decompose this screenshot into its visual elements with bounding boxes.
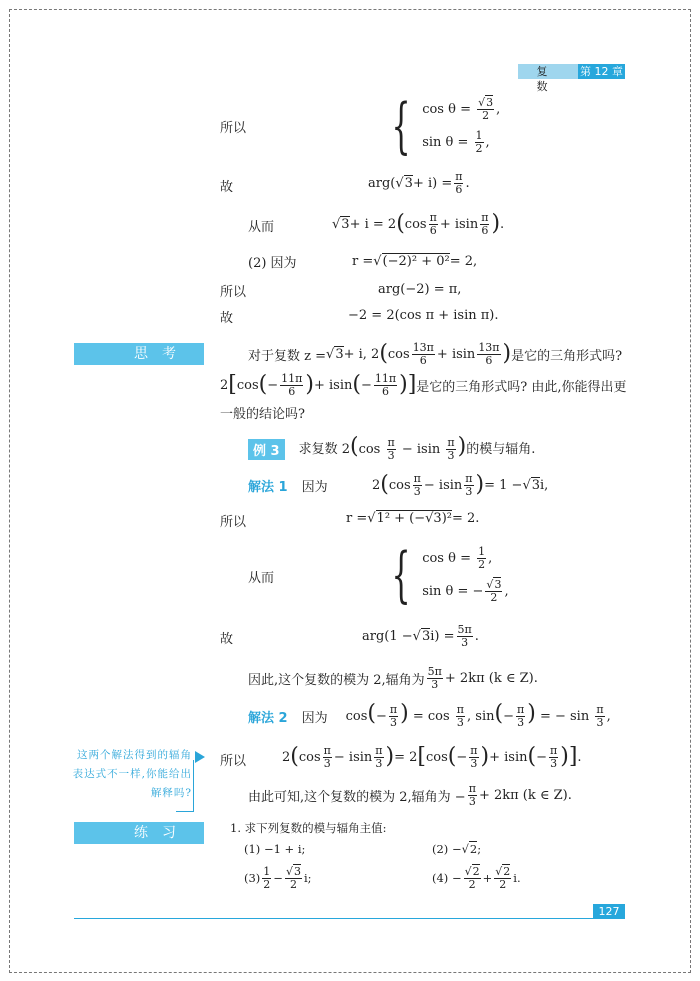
math-text: . — [500, 216, 505, 232]
radicand: 3 — [335, 346, 344, 362]
label-congr: 从而 — [248, 571, 275, 586]
footer-rule — [74, 918, 625, 919]
math-text: 3 — [323, 756, 331, 770]
math-text: − — [360, 377, 372, 393]
think-text — [248, 339, 622, 369]
math-text: 3 — [550, 756, 558, 770]
radicand: 1² + (−√3)² — [376, 510, 452, 526]
equation — [346, 703, 611, 729]
fraction — [477, 342, 500, 367]
math-text: π — [456, 703, 465, 716]
bracket: ( — [447, 744, 457, 769]
label-suoyi: 所以 — [220, 121, 247, 136]
math-text: 一般的结论吗? — [220, 406, 305, 422]
think-text — [220, 370, 627, 400]
triangle-pointer-icon — [195, 751, 205, 763]
math-text: 是它的三角形式吗? 由此,你能得出更 — [416, 379, 627, 395]
math-text: cos — [298, 749, 321, 765]
math-text: , — [485, 135, 490, 150]
fraction — [374, 745, 383, 770]
math-text: . — [577, 749, 582, 765]
equation — [422, 130, 500, 155]
fraction — [429, 212, 438, 237]
equation-trig-form — [332, 209, 504, 239]
label-gu: 故 — [220, 311, 234, 326]
brace-icon: { — [391, 91, 411, 161]
math-text: 3 — [375, 756, 383, 770]
math-text: (3) — [244, 871, 261, 885]
math-text: arg(−2) = π, — [378, 281, 462, 297]
math-text: 3 — [461, 635, 469, 649]
example-3 — [248, 434, 535, 464]
math-text: θ — [445, 135, 454, 150]
label-congr: 从而 — [248, 220, 275, 235]
fraction — [262, 866, 271, 891]
math-text: 由此可知,这个复数的模为 2,辐角为 − — [248, 789, 466, 805]
math-text: (2) − — [432, 842, 462, 856]
sqrt — [494, 866, 511, 879]
math-text: 5π — [457, 622, 472, 636]
math-text: 3 — [470, 756, 478, 770]
label-suoyi: 所以 — [220, 285, 247, 300]
math-text: 3 — [431, 677, 439, 691]
label-gu: 故 — [220, 180, 234, 195]
math-text: π — [468, 781, 476, 795]
sqrt — [373, 254, 449, 269]
math-text: 2 — [220, 377, 229, 393]
math-text: = — [455, 551, 476, 566]
math-text: 3 — [465, 484, 473, 498]
math-text: + isin — [489, 749, 528, 765]
math-text: 5π — [427, 664, 442, 678]
fraction — [475, 130, 484, 155]
math-text: cos — [422, 551, 449, 566]
math-text: , sin — [467, 709, 495, 724]
math-text: 6 — [481, 223, 489, 237]
math-text: − — [273, 871, 283, 885]
fraction — [389, 704, 398, 729]
math-text: π — [413, 471, 421, 485]
bracket: ) — [480, 744, 490, 769]
math-text: 对于复数 z = — [248, 348, 327, 364]
math-text: 6 — [485, 353, 493, 367]
math-text: cos — [387, 346, 410, 362]
math-text: . — [465, 175, 470, 191]
radicand: 2 — [472, 864, 480, 878]
math-text: 3 — [389, 716, 397, 729]
fraction — [387, 437, 396, 462]
fraction — [323, 745, 332, 770]
note-bracket — [176, 811, 194, 812]
bracket: ( — [527, 744, 537, 769]
sqrt — [464, 866, 481, 879]
fraction — [549, 745, 558, 770]
math-text: 11π — [374, 371, 397, 385]
fraction — [464, 866, 481, 891]
math-text: − isin — [423, 477, 463, 493]
think-bar: 思考 — [74, 343, 204, 365]
radicand: 3 — [341, 216, 350, 232]
note-bracket — [193, 760, 194, 812]
math-text: cos — [345, 709, 368, 724]
exercise-item — [244, 863, 312, 893]
math-text: π — [481, 210, 489, 224]
math-text: 13π — [478, 340, 500, 354]
math-text: + i, 2 — [343, 346, 380, 362]
math-text: = 2, — [449, 253, 478, 269]
math-text: 1 — [478, 545, 486, 558]
equation-modulus — [346, 503, 479, 533]
math-text: − — [456, 749, 468, 765]
fraction — [477, 97, 494, 122]
math-text: π — [447, 436, 455, 449]
math-text: − isin — [397, 442, 445, 457]
math-text: θ — [448, 102, 456, 117]
math-text: + isin — [439, 216, 479, 232]
math-text: 3 — [413, 484, 421, 498]
bracket: [ — [417, 744, 426, 769]
math-text: + 2kπ (k ∈ Z). — [444, 670, 538, 686]
math-text: + isin — [313, 377, 353, 393]
bracket: ] — [407, 372, 417, 397]
math-text: sin — [422, 135, 446, 150]
math-text: ; — [477, 842, 482, 856]
math-text: i; — [303, 871, 312, 885]
math-text: cos — [358, 442, 385, 457]
header-chapter: 第 12 章 — [580, 65, 623, 78]
math-text: 3 — [596, 716, 604, 729]
radicand: 3 — [404, 175, 413, 191]
math-text: 2 — [263, 877, 271, 891]
math-text: , — [606, 709, 611, 724]
math-text: (4) − — [432, 871, 462, 885]
margin-note: 这两个解法得到的辐角表达式不一样,你能给出解释吗? — [72, 749, 192, 799]
bracket: ( — [349, 434, 359, 459]
system-cos-sin — [382, 91, 501, 161]
equation — [422, 546, 508, 571]
math-text: , — [496, 102, 501, 117]
math-text: π — [323, 743, 331, 757]
bracket: ( — [290, 744, 299, 769]
math-text: cos — [388, 477, 411, 493]
math-text: . — [474, 628, 479, 644]
math-text: − — [267, 377, 279, 393]
bracket: ) — [399, 372, 408, 397]
fraction — [485, 579, 502, 604]
math-text: 2 — [490, 591, 498, 604]
math-text: r = — [352, 253, 374, 269]
math-text: π — [550, 743, 558, 757]
bracket: ) — [527, 701, 536, 726]
math-text: − — [375, 709, 387, 724]
math-text: 13π — [412, 340, 434, 354]
page-number: 127 — [593, 904, 625, 919]
bracket: ) — [491, 211, 501, 236]
solution-label: 解法 2 — [248, 710, 288, 726]
fraction — [427, 666, 443, 691]
label-suoyi: 所以 — [220, 515, 247, 530]
sqrt — [413, 629, 431, 644]
label-suoyi: 所以 — [220, 754, 247, 769]
math-text: 6 — [288, 384, 296, 398]
math-text: r = — [346, 510, 368, 526]
math-text: 11π — [281, 371, 303, 385]
example-text — [299, 436, 536, 462]
conclusion-text — [248, 663, 538, 693]
math-text: 2 — [372, 477, 381, 493]
math-text: θ — [445, 584, 454, 599]
math-text: 是它的三角形式吗? — [511, 348, 623, 364]
math-text: cos — [422, 102, 449, 117]
math-text: π — [389, 703, 398, 716]
math-text: cos — [404, 216, 427, 232]
radicand: 2 — [503, 864, 511, 878]
fraction — [446, 437, 455, 462]
bracket: ) — [502, 341, 512, 366]
example-tag: 例 3 — [248, 439, 285, 460]
radicand: 3 — [531, 477, 541, 493]
math-text: cos — [426, 749, 448, 765]
fraction — [595, 704, 604, 729]
math-text: 2 — [282, 749, 291, 765]
math-text: 2 — [499, 877, 507, 891]
bracket: ] — [568, 744, 578, 769]
math-text: + isin — [436, 346, 476, 362]
bracket: ) — [385, 744, 395, 769]
bracket: ) — [400, 701, 409, 726]
equation — [422, 579, 508, 604]
bracket: [ — [228, 372, 237, 397]
math-text: θ — [448, 551, 456, 566]
system-cos-sin — [382, 541, 509, 609]
solution-2 — [248, 701, 611, 731]
exercise-item — [432, 836, 481, 862]
bracket: ( — [352, 372, 361, 397]
math-text: 因此,这个复数的模为 2,辐角为 — [248, 672, 425, 688]
math-text: = − — [453, 584, 484, 599]
sqrt — [326, 347, 344, 362]
math-text: 的模与辐角. — [466, 442, 536, 457]
fraction — [494, 866, 511, 891]
fraction — [477, 546, 486, 571]
fraction — [468, 783, 477, 808]
bracket: ) — [457, 434, 467, 459]
bracket: ( — [367, 701, 376, 726]
radicand: 3 — [494, 578, 502, 591]
math-text: i, — [540, 477, 549, 493]
bracket: ( — [396, 211, 405, 236]
solution-label: 解法 1 — [248, 479, 288, 495]
bracket: ) — [560, 744, 569, 769]
fraction — [469, 745, 478, 770]
fraction — [480, 212, 489, 237]
math-text: 3 — [387, 449, 395, 462]
radicand: 3 — [421, 628, 431, 644]
math-text: π — [387, 436, 395, 449]
exercise-item — [432, 863, 521, 893]
math-text: π — [596, 703, 604, 716]
math-text: 3 — [456, 716, 464, 729]
math-text: 3 — [517, 716, 525, 729]
bracket: ( — [380, 472, 389, 497]
equation — [422, 97, 500, 122]
math-text: + — [482, 871, 493, 885]
math-text: = — [453, 135, 473, 150]
radicand: 3 — [293, 864, 301, 878]
math-text: = 2 — [394, 749, 418, 765]
math-text: −2 = 2(cos π + isin π). — [348, 307, 499, 323]
sqrt — [395, 176, 413, 191]
fraction — [457, 624, 473, 649]
math-text: π — [470, 743, 478, 757]
label-yinwei: (2) 因为 — [248, 256, 297, 271]
header-section: 复 数 — [518, 64, 578, 79]
think-text — [220, 397, 305, 427]
math-text: + i) = — [412, 175, 453, 191]
radicand: 2 — [469, 842, 478, 856]
sqrt — [367, 511, 452, 526]
math-text: 1 — [263, 864, 271, 878]
label-yinwei: 因为 — [301, 710, 328, 726]
fraction — [456, 704, 465, 729]
math-text: 2 — [482, 109, 490, 122]
sqrt — [332, 217, 350, 232]
fraction — [285, 866, 302, 891]
math-text: 2 — [468, 877, 476, 891]
equation — [282, 742, 582, 772]
math-text: , — [488, 551, 493, 566]
math-text: 2 — [478, 558, 486, 571]
sqrt — [285, 866, 302, 879]
math-text: π — [455, 169, 463, 183]
equation-modulus — [352, 246, 477, 276]
fraction — [413, 473, 422, 498]
fraction — [464, 473, 473, 498]
solution-1 — [248, 470, 328, 500]
bracket: ) — [305, 372, 314, 397]
math-text: π — [429, 210, 437, 224]
math-text: = − sin — [535, 709, 594, 724]
math-text: π — [516, 703, 525, 716]
fraction — [516, 704, 525, 729]
math-text: π — [375, 743, 383, 757]
math-text: 1. 求下列复数的模与辐角主值: — [230, 821, 387, 835]
math-text: = 2. — [452, 510, 480, 526]
fraction — [374, 373, 397, 398]
brace-icon: { — [391, 540, 411, 610]
math-text: 6 — [419, 353, 427, 367]
math-text: − — [536, 749, 547, 765]
math-text: π — [465, 471, 473, 485]
label-gu: 故 — [220, 632, 234, 647]
math-text: = — [455, 102, 476, 117]
radicand: (−2)² + 0² — [382, 253, 450, 269]
label-yinwei: 因为 — [301, 479, 328, 495]
math-text: = 1 − — [484, 477, 523, 493]
math-text: 2 — [289, 877, 297, 891]
math-text: arg( — [368, 175, 396, 191]
bracket: ( — [379, 341, 388, 366]
math-text: cos — [236, 377, 259, 393]
math-text: + i = 2 — [349, 216, 397, 232]
math-text: + 2kπ (k ∈ Z). — [478, 787, 572, 803]
bracket: ) — [475, 472, 485, 497]
math-text: arg(1 − — [362, 628, 413, 644]
equation-arg — [368, 168, 470, 198]
math-text: 3 — [447, 449, 455, 462]
math-text: sin — [422, 584, 446, 599]
math-text: = cos — [408, 709, 454, 724]
math-text: (1) −1 + i; — [244, 842, 306, 856]
equation-arg — [362, 621, 479, 651]
math-text: 6 — [429, 223, 437, 237]
math-text: − isin — [333, 749, 373, 765]
fraction — [454, 171, 463, 196]
equation-trig-form — [348, 300, 499, 330]
math-text: , — [504, 584, 509, 599]
conclusion-text — [248, 780, 572, 810]
bracket: ( — [494, 701, 504, 726]
bracket: ( — [258, 372, 268, 397]
fraction — [280, 373, 303, 398]
math-text: 1 — [475, 129, 483, 142]
math-text: 6 — [455, 182, 463, 196]
equation — [372, 470, 548, 500]
radicand: 3 — [486, 96, 494, 109]
math-text: − — [503, 709, 514, 724]
math-text: 求复数 2 — [298, 442, 350, 457]
exercise-item — [244, 836, 305, 862]
math-text: 6 — [381, 384, 389, 398]
practice-bar: 练习 — [74, 822, 204, 844]
sqrt — [462, 842, 478, 856]
math-text: 2 — [475, 142, 483, 155]
math-text: i. — [513, 871, 521, 885]
sqrt — [522, 478, 540, 493]
fraction — [412, 342, 435, 367]
math-text: i) = — [430, 628, 455, 644]
math-text: 3 — [468, 794, 476, 808]
